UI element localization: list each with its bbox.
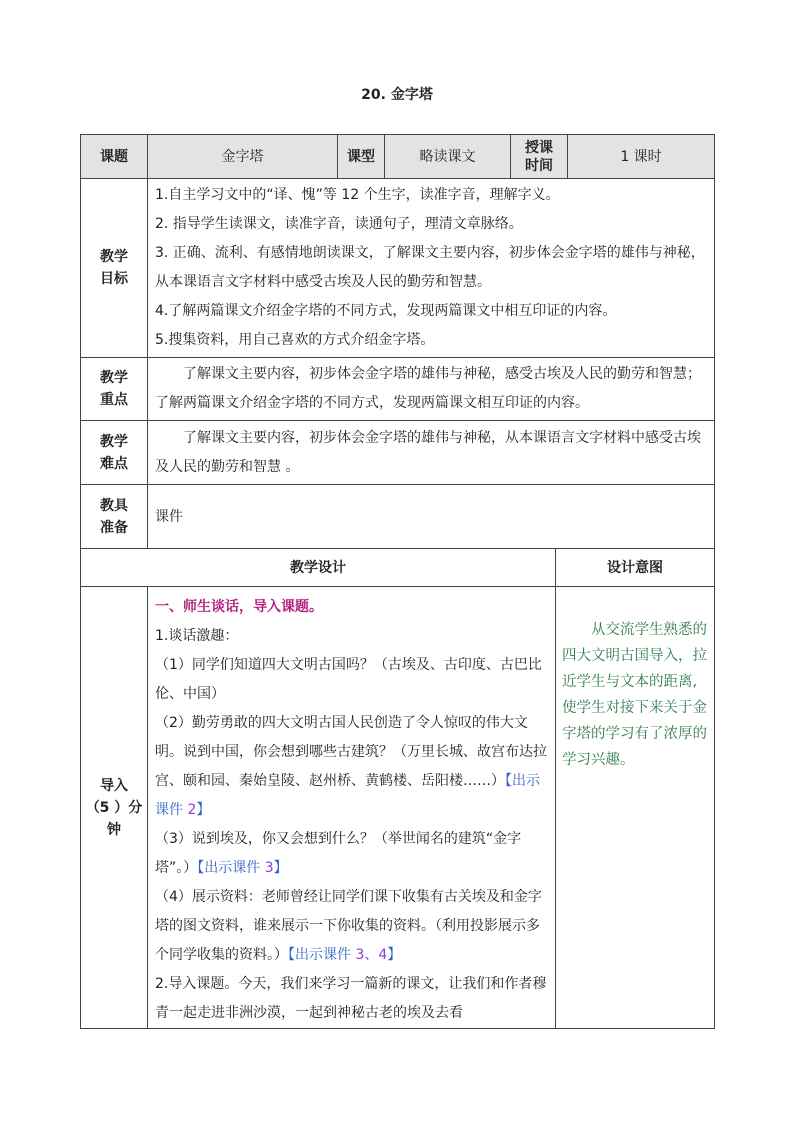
materials-label-line-2: 准备: [100, 519, 128, 536]
intro-question-1: （1）同学们知道四大文明古国吗？（古埃及、古印度、古巴比伦、中国）: [155, 657, 542, 702]
intro-question-3-text: （3）说到埃及，你又会想到什么？（举世闻名的建筑“金字塔”。）: [155, 831, 522, 876]
intro-design-content: [148, 587, 556, 1029]
courseware-tag-close: 】: [273, 860, 288, 876]
courseware-tag-open: 【出示课件: [288, 947, 356, 963]
courseware-tag-number: 3、4: [355, 947, 388, 963]
intro-label: [81, 587, 148, 1029]
goals-label-line-2: 目标: [100, 271, 128, 287]
courseware-tag: [197, 860, 287, 876]
goals-content: [148, 179, 715, 358]
courseware-tag-close: 】: [387, 947, 402, 963]
difficulties-content: [148, 421, 715, 485]
header-row: [81, 135, 715, 179]
time-label-line-2: 时间: [525, 157, 553, 174]
materials-label: [81, 485, 148, 549]
lesson-plan-table: [80, 134, 715, 1029]
courseware-tag-number: 3: [264, 860, 274, 876]
intro-label-line-3: 钟: [107, 821, 121, 838]
intro-label-line-2: （5 ）分: [85, 799, 143, 816]
topic-value: 金字塔: [148, 135, 338, 179]
intro-question-3: [155, 825, 551, 883]
time-label: [511, 135, 568, 179]
goals-label-line-1: 教学: [100, 249, 128, 265]
materials-row: [81, 485, 715, 549]
goals-label: [81, 179, 148, 358]
courseware-tag-open: 【出示课件: [155, 773, 540, 818]
difficulties-text: 了解课文主要内容，初步体会金字塔的雄伟与神秘，从本课语言文字材料中感受古埃及人民的勤劳和智慧 。: [155, 429, 701, 475]
design-header: 教学设计: [81, 549, 556, 587]
key-points-label-line-1: 教学: [100, 370, 128, 386]
courseware-tag-number: 2: [187, 802, 197, 818]
key-points-row: [81, 358, 715, 421]
intro-intent-text: 从交流学生熟悉的四大文明古国导入，拉近学生与文本的距离,使学生对接下来关于金字塔的学习有了浓厚的学习兴趣。: [562, 622, 707, 768]
courseware-tag: [288, 947, 401, 963]
intent-header: 设计意图: [556, 549, 715, 587]
time-label-line-1: 授课: [525, 139, 553, 156]
intro-label-line-1: 导入: [100, 777, 128, 794]
key-points-content: [148, 358, 715, 421]
time-value: 1 课时: [568, 135, 715, 179]
key-points-text: 了解课文主要内容，初步体会金字塔的雄伟与神秘，感受古埃及人民的勤劳和智慧；了解两篇课文介绍金字塔的不同方式，发现两篇课文相互印证的内容。: [155, 366, 701, 411]
intro-intent-content: [556, 587, 715, 1029]
key-points-label: [81, 358, 148, 421]
type-value: 略读课文: [385, 135, 511, 179]
intro-question-4-text: （4）展示资料：老师曾经让同学们课下收集有古关埃及和金字塔的图文资料，谁来展示一下你收集的资料。（利用投影展示多个同学收集的资料。）: [155, 889, 542, 963]
type-label: 课型: [338, 135, 385, 179]
intro-question-2-text: （2）勤劳勇敢的四大文明古国人民创造了令人惊叹的伟大文明。说到中国，你会想到哪些古建筑？（万里长城、故宫布达拉宫、颐和园、秦始皇陵、赵州桥、黄鹤楼、岳阳楼……）: [155, 715, 547, 789]
materials-content: [148, 485, 715, 549]
intro-row: [81, 587, 715, 1029]
difficulties-label-line-1: 教学: [100, 433, 128, 450]
courseware-tag-open: 【出示课件: [197, 860, 265, 876]
page-title: 20. 金字塔: [361, 87, 433, 103]
topic-label: 课题: [81, 135, 148, 179]
materials-text: 课件: [155, 508, 183, 525]
goals-row: [81, 179, 715, 358]
goal-item: 4.了解两篇课文介绍金字塔的不同方式，发现两篇课文中相互印证的内容。: [155, 303, 617, 319]
difficulties-label-line-2: 难点: [100, 455, 128, 472]
intro-heading: 一、师生谈话，导入课题。: [155, 599, 323, 615]
section-header-row: [81, 549, 715, 587]
key-points-label-line-2: 重点: [100, 392, 128, 408]
intro-step-2: 2.导入课题。今天，我们来学习一篇新的课文，让我们和作者穆青一起走进非洲沙漠，一起到神秘古老的埃及去看: [155, 976, 547, 1021]
materials-label-line-1: 教具: [100, 497, 128, 514]
courseware-tag-close: 】: [196, 802, 211, 818]
difficulties-row: [81, 421, 715, 485]
goal-item: 3. 正确、流利、有感情地朗读课文，了解课文主要内容，初步体会金字塔的雄伟与神秘，从本课语言文字材料中感受古埃及人民的勤劳和智慧。: [155, 245, 705, 290]
goal-item: 5.搜集资料，用自己喜欢的方式介绍金字塔。: [155, 332, 435, 348]
goal-item: 2. 指导学生读课文，读准字音，读通句子，理清文章脉络。: [155, 216, 523, 232]
intro-question-4: [155, 883, 551, 970]
difficulties-label: [81, 421, 148, 485]
intro-step-1: 1.谈话激趣：: [155, 628, 239, 644]
intro-question-2: [155, 709, 551, 825]
goal-item: 1.自主学习文中的“译、愧”等 12 个生字，读准字音，理解字义。: [155, 187, 560, 203]
